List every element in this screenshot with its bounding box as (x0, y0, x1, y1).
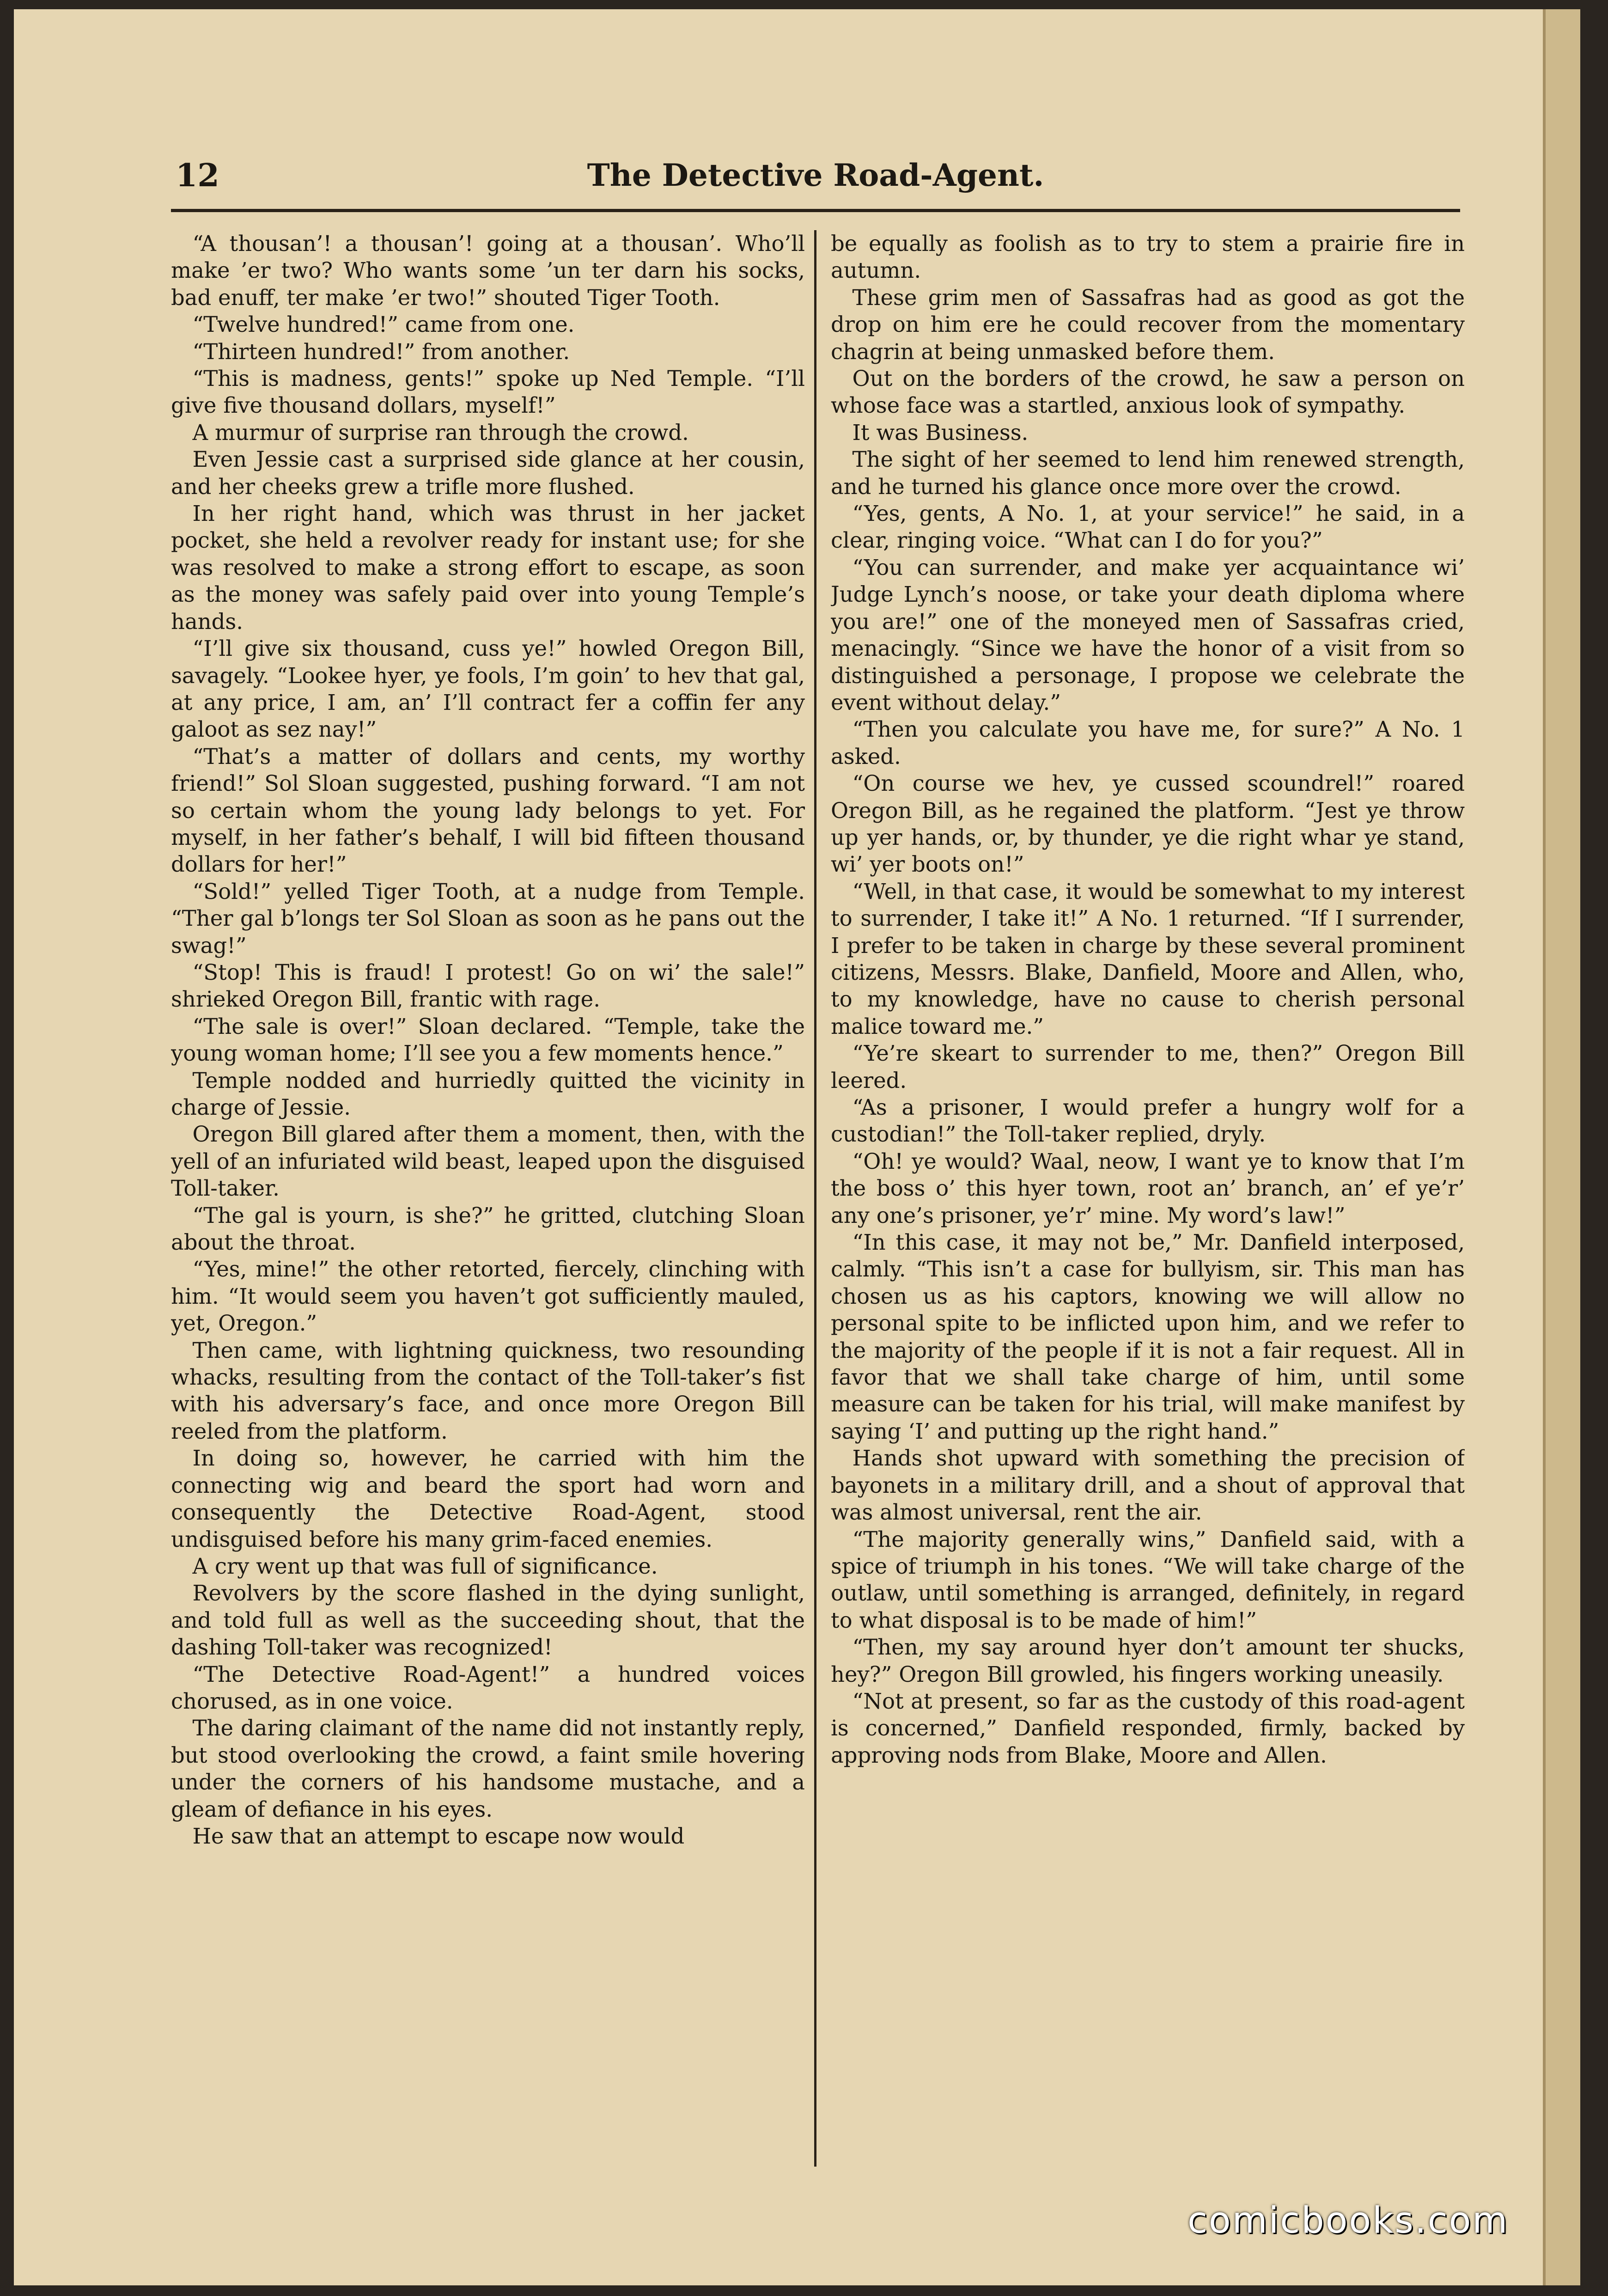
paragraph: It was Business. (852, 420, 1029, 445)
right-column (831, 230, 1465, 2213)
watermark: comicbooks.com (1188, 2200, 1509, 2241)
paragraph: Revolvers by the score flashed in the dying sunlight, and told full as well as the succeeding shout, that the dashing Toll-taker was recognized! (171, 1581, 805, 1660)
paragraph: “That’s a matter of dollars and cents, my worthy friend!” Sol Sloan suggested, pushing forward. “I am not so certain whom the young lady belongs to yet. For myself, in her father’s behalf, I will bid fifteen thousand dollars for her!” (171, 744, 805, 877)
paragraph: “The majority generally wins,” Danfield said, with a spice of triumph in his tones. “We will take charge of the outlaw, until something is arranged, definitely, in regard to what disposal is to be made of him!” (831, 1527, 1465, 1633)
paragraph: “I’ll give six thousand, cuss ye!” howled Oregon Bill, savagely. “Lookee hyer, ye fools, I’m goin’ to hev that gal, at any price, I am, an’ I’ll contract fer a coffin fer any galoot as sez nay!” (171, 636, 805, 742)
paragraph: The sight of her seemed to lend him renewed strength, and he turned his glance once more over the crowd. (831, 447, 1465, 499)
paragraph: “Ye’re skeart to surrender to me, then?” Oregon Bill leered. (831, 1041, 1465, 1093)
running-title: The Detective Road-Agent. (587, 157, 1044, 193)
paragraph: Oregon Bill glared after them a moment, then, with the yell of an infuriated wild beast, leaped upon the disguised Toll-taker. (171, 1122, 805, 1201)
paragraph: “In this case, it may not be,” Mr. Danfield interposed, calmly. “This isn’t a case for bullyism, sir. This man has chosen us as his captors, knowing we will allow no personal spite to be inflicted upon him, and we refer to the majority of the people if it is not a fair request. All in favor that we shall take charge of him, until some measure can be taken for his trial, will make manifest by saying ‘I’ and putting up the right hand.” (831, 1230, 1465, 1444)
paragraph: “On course we hev, ye cussed scoundrel!” roared Oregon Bill, as he regained the platform. “Jest ye throw up yer hands, or, by thunder, ye die right whar ye stand, wi’ yer boots on!” (831, 771, 1465, 877)
paragraph: A cry went up that was full of significance. (192, 1553, 658, 1579)
paragraph: Then came, with lightning quickness, two resounding whacks, resulting from the contact of the Toll-taker’s fist with his adversary’s face, and once more Oregon Bill reeled from the platform. (171, 1337, 805, 1444)
paragraph: A murmur of surprise ran through the crowd. (192, 420, 689, 445)
book-page (14, 9, 1580, 2285)
paragraph: “A thousan’! a thousan’! going at a thousan’. Who’ll make ’er two? Who wants some ’un ter darn his socks, bad enuff, ter make ’er two!” shouted Tiger Tooth. (171, 231, 805, 310)
paragraph: Out on the borders of the crowd, he saw a person on whose face was a startled, anxious look of sympathy. (831, 366, 1465, 418)
paragraph: “The gal is yourn, is she?” he gritted, clutching Sloan about the throat. (171, 1203, 805, 1255)
paragraph: “Stop! This is fraud! I protest! Go on wi’ the sale!” shrieked Oregon Bill, frantic with rage. (171, 959, 805, 1012)
paragraph: In her right hand, which was thrust in her jacket pocket, she held a revolver ready for instant use; for she was resolved to make a strong effort to escape, as soon as the money was safely paid over into young Temple’s hands. (171, 501, 805, 634)
paragraph: be equally as foolish as to try to stem a prairie fire in autumn. (831, 231, 1465, 283)
paragraph: “As a prisoner, I would prefer a hungry wolf for a custodian!” the Toll-taker replied, dryly. (831, 1095, 1465, 1147)
column-divider (814, 230, 816, 2167)
paragraph: Temple nodded and hurriedly quitted the vicinity in charge of Jessie. (171, 1068, 805, 1120)
paragraph: “The sale is over!” Sloan declared. “Temple, take the young woman home; I’ll see you a few moments hence.” (171, 1014, 805, 1066)
paragraph: “Then, my say around hyer don’t amount ter shucks, hey?” Oregon Bill growled, his fingers working uneasily. (831, 1635, 1465, 1687)
paragraph: “Then you calculate you have me, for sure?” A No. 1 asked. (831, 717, 1465, 769)
page-header (162, 148, 1469, 213)
paragraph: “Thirteen hundred!” from another. (192, 339, 570, 364)
page-gutter (1543, 9, 1580, 2285)
paragraph: “Well, in that case, it would be somewhat to my interest to surrender, I take it!” A No. 1 returned. “If I surrender, I prefer to be taken in charge by these several prominent citizens, Messrs. Blake, Danfield, Moore and Allen, who, to my knowledge, have no cause to cherish personal malice toward me.” (831, 879, 1465, 1039)
paragraph: “Sold!” yelled Tiger Tooth, at a nudge from Temple. “Ther gal b’longs ter Sol Sloan as soon as he pans out the swag!” (171, 879, 805, 958)
paragraph: He saw that an attempt to escape now would (192, 1823, 685, 1849)
paragraph: In doing so, however, he carried with him the connecting wig and beard the sport had worn and consequently the Detective Road-Agent, stood undisguised before his many grim-faced enemies. (171, 1446, 805, 1552)
paragraph: “Yes, gents, A No. 1, at your service!” he said, in a clear, ringing voice. “What can I do for you?” (831, 501, 1465, 553)
header-rule (171, 209, 1460, 212)
paragraph: “You can surrender, and make yer acquaintance wi’ Judge Lynch’s noose, or take your death diploma where you are!” one of the moneyed men of Sassafras cried, menacingly. “Since we have the honor of a visit from so distinguished a personage, I propose we celebrate the event without delay.” (831, 555, 1465, 715)
paragraph: “This is madness, gents!” spoke up Ned Temple. “I’ll give five thousand dollars, myself!” (171, 366, 805, 418)
paragraph: These grim men of Sassafras had as good as got the drop on him ere he could recover from the momentary chagrin at being unmasked before them. (831, 285, 1465, 364)
paragraph: “Twelve hundred!” came from one. (192, 312, 575, 337)
left-column (171, 230, 805, 2213)
paragraph: Hands shot upward with something the precision of bayonets in a military drill, and a shout of approval that was almost universal, rent the air. (831, 1446, 1465, 1525)
paragraph: “Not at present, so far as the custody of this road-agent is concerned,” Danfield responded, firmly, backed by approving nods from Blake, Moore and Allen. (831, 1688, 1465, 1768)
page-number: 12 (176, 157, 219, 194)
paragraph: “Oh! ye would? Waal, neow, I want ye to know that I’m the boss o’ this hyer town, root an’ branch, an’ ef ye’r’ any one’s prisoner, ye’r’ mine. My word’s law!” (831, 1148, 1465, 1228)
paragraph: Even Jessie cast a surprised side glance at her cousin, and her cheeks grew a trifle more flushed. (171, 447, 805, 499)
paragraph: “Yes, mine!” the other retorted, fiercely, clinching with him. “It would seem you haven’t got sufficiently mauled, yet, Oregon.” (171, 1257, 805, 1336)
paragraph: “The Detective Road-Agent!” a hundred voices chorused, as in one voice. (171, 1661, 805, 1714)
paragraph: The daring claimant of the name did not instantly reply, but stood overlooking the crowd, a faint smile hovering under the corners of his handsome mustache, and a gleam of defiance in his eyes. (171, 1716, 805, 1822)
